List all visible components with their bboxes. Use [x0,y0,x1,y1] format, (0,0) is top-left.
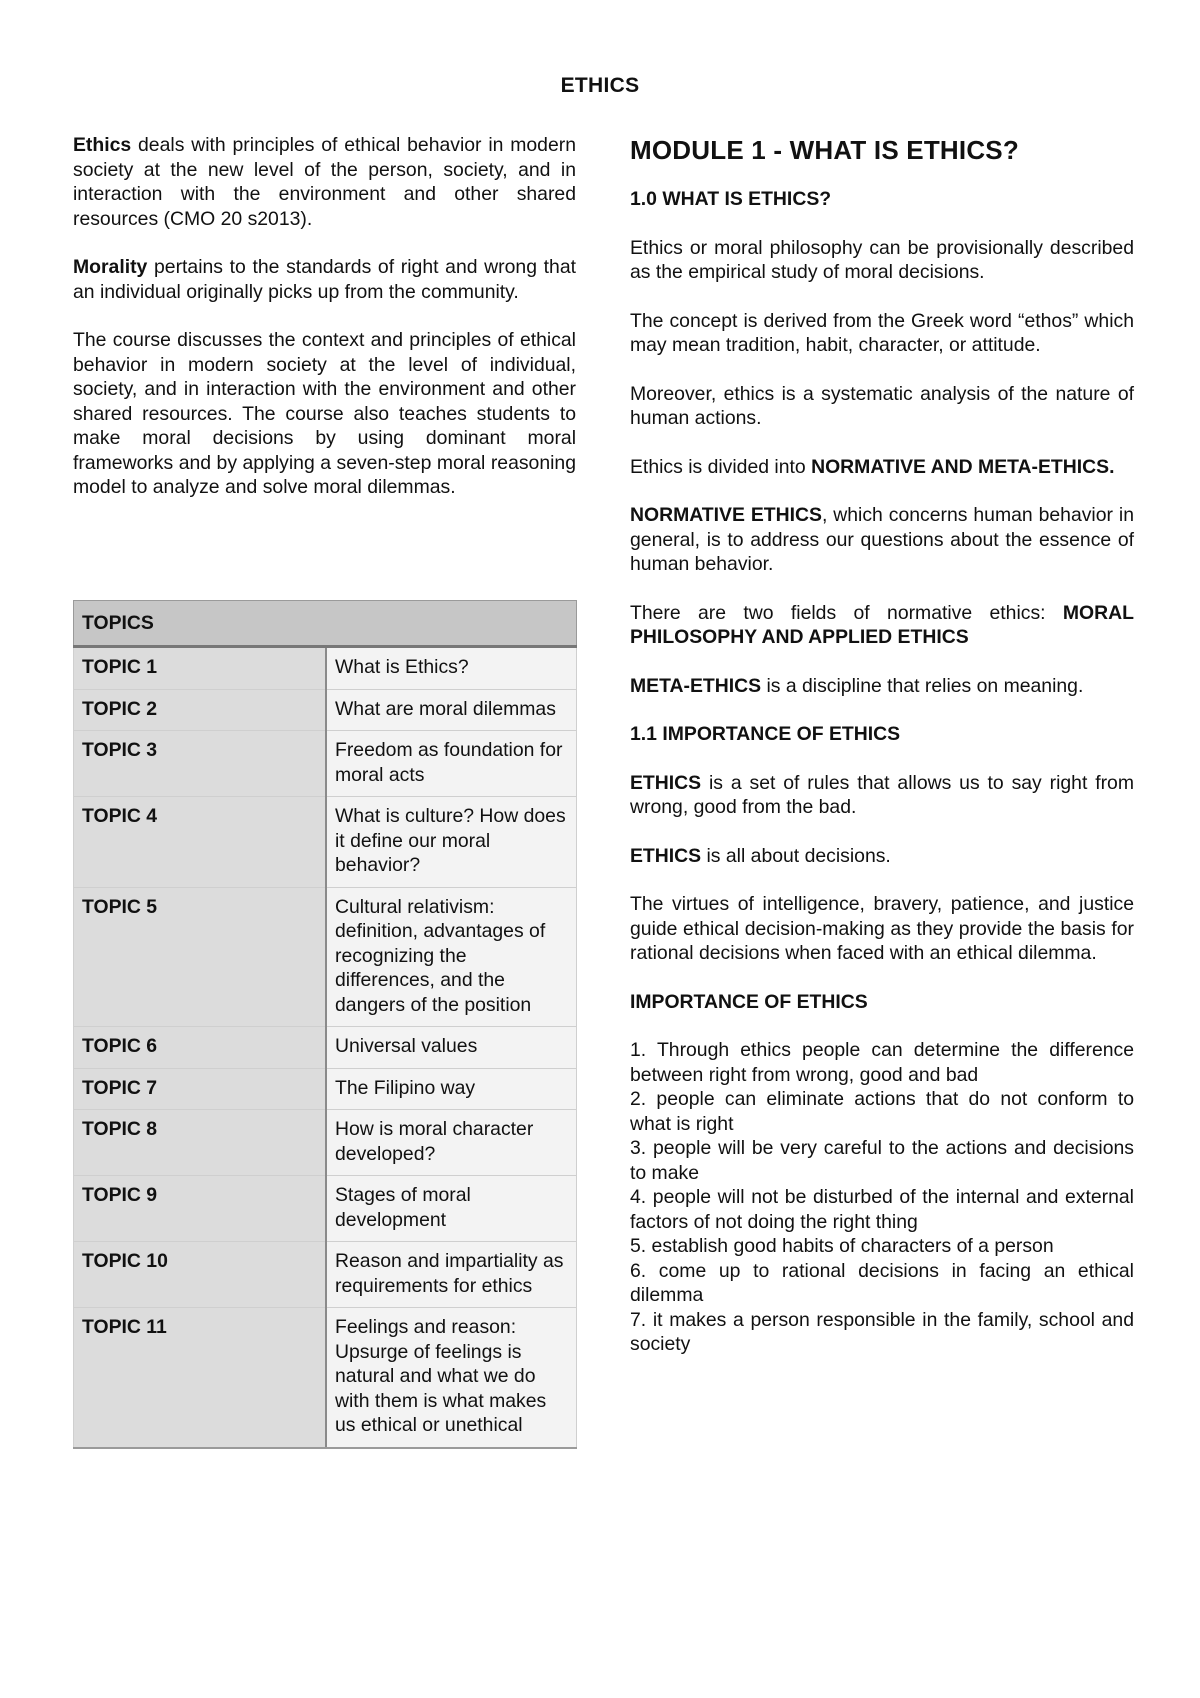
section-heading-1-1: 1.1 IMPORTANCE OF ETHICS [630,723,901,745]
paragraph-systematic-analysis: Moreover, ethics is a systematic analysis of the nature of human actions. [630,382,1134,429]
paragraph-normative-ethics: NORMATIVE ETHICS, which concerns human behavior in general, is to address our questions about the essence of human behavior. [630,504,1135,575]
paragraph-definition: Ethics or moral philosophy can be provisionally described as the empirical study of moral decisions. [630,236,1134,283]
table-row [74,647,577,690]
table-row [74,1110,577,1176]
section-heading-1-0: 1.0 WHAT IS ETHICS? [630,188,832,210]
topic-label: TOPIC 2 [74,689,327,731]
topic-description: Stages of moral development [326,1176,577,1242]
topic-description: The Filipino way [326,1068,577,1110]
topic-description: What is Ethics? [326,647,577,690]
paragraph-rules: ETHICS is a set of rules that allows us to say right from wrong, good from the bad. [630,771,1134,818]
morality-definition: Morality pertains to the standards of right and wrong that an individual originally picks up from the community. [73,256,576,303]
paragraph-decisions: ETHICS is all about decisions. [630,844,891,867]
topic-description: Cultural relativism: definition, advantages of recognizing the differences, and the dangers of the position [326,887,577,1027]
table-row [74,797,577,888]
paragraph-divisions: Ethics is divided into NORMATIVE AND META-ETHICS. [630,455,1115,478]
topic-label: TOPIC 7 [74,1068,327,1110]
list-item: 7. it makes a person responsible in the family, school and society [630,1308,1134,1355]
topic-label: TOPIC 5 [74,887,327,1027]
list-item: 2. people can eliminate actions that do not conform to what is right [630,1088,1134,1135]
course-description: The course discusses the context and principles of ethical behavior in modern society at the level of individual, society, and in interaction with the environment and other shared resources. The course also teaches students to make moral decisions by using dominant moral frameworks and by applying a seven-step moral reasoning model to analyze and solve moral dilemmas. [73,329,576,498]
table-row [74,1176,577,1242]
topic-label: TOPIC 8 [74,1110,327,1176]
topic-description: Feelings and reason: Upsurge of feelings is natural and what we do with them is what makes us ethical or unethical [326,1308,577,1448]
right-column [630,133,1134,1357]
topics-table-header: TOPICS [74,601,577,647]
topic-description: How is moral character developed? [326,1110,577,1176]
table-row [74,887,577,1027]
topic-description: Universal values [326,1027,577,1069]
topic-label: TOPIC 9 [74,1176,327,1242]
table-row [74,689,577,731]
paragraph-virtues: The virtues of intelligence, bravery, patience, and justice guide ethical decision-making as they provide the basis for rational decisions when faced with an ethical dilemma. [630,893,1134,964]
topic-label: TOPIC 4 [74,797,327,888]
topic-label: TOPIC 3 [74,731,327,797]
left-column [73,133,576,500]
topics-table [73,600,577,1449]
topic-description: What is culture? How does it define our moral behavior? [326,797,577,888]
module-title: MODULE 1 - WHAT IS ETHICS? [630,135,1019,165]
table-row [74,1242,577,1308]
ethics-definition: Ethics deals with principles of ethical behavior in modern society at the new level of the person, society, and in interaction with the environment and other shared resources (CMO 20 s2013). [73,134,576,230]
table-row [74,1308,577,1448]
paragraph-ethos: The concept is derived from the Greek word “ethos” which may mean tradition, habit, character, or attitude. [630,309,1134,356]
topic-description: What are moral dilemmas [326,689,577,731]
topic-description: Reason and impartiality as requirements for ethics [326,1242,577,1308]
list-item: 4. people will not be disturbed of the internal and external factors of not doing the right thing [630,1186,1134,1233]
topic-description: Freedom as foundation for moral acts [326,731,577,797]
list-item: 5. establish good habits of characters of a person [630,1235,1054,1257]
list-item: 6. come up to rational decisions in facing an ethical dilemma [630,1259,1134,1306]
paragraph-meta-ethics: META-ETHICS is a discipline that relies on meaning. [630,674,1084,697]
importance-list [630,1038,1134,1357]
list-item: 1. Through ethics people can determine the difference between right from wrong, good and bad [630,1039,1134,1086]
table-row [74,1068,577,1110]
table-row [74,1027,577,1069]
importance-heading: IMPORTANCE OF ETHICS [630,990,868,1013]
table-row [74,731,577,797]
topic-label: TOPIC 1 [74,647,327,690]
topic-label: TOPIC 6 [74,1027,327,1069]
paragraph-normative-fields: There are two fields of normative ethics: MORAL PHILOSOPHY AND APPLIED ETHICS [630,601,1134,648]
document-title: ETHICS [560,74,640,97]
topic-label: TOPIC 10 [74,1242,327,1308]
topic-label: TOPIC 11 [74,1308,327,1448]
list-item: 3. people will be very careful to the actions and decisions to make [630,1137,1134,1184]
